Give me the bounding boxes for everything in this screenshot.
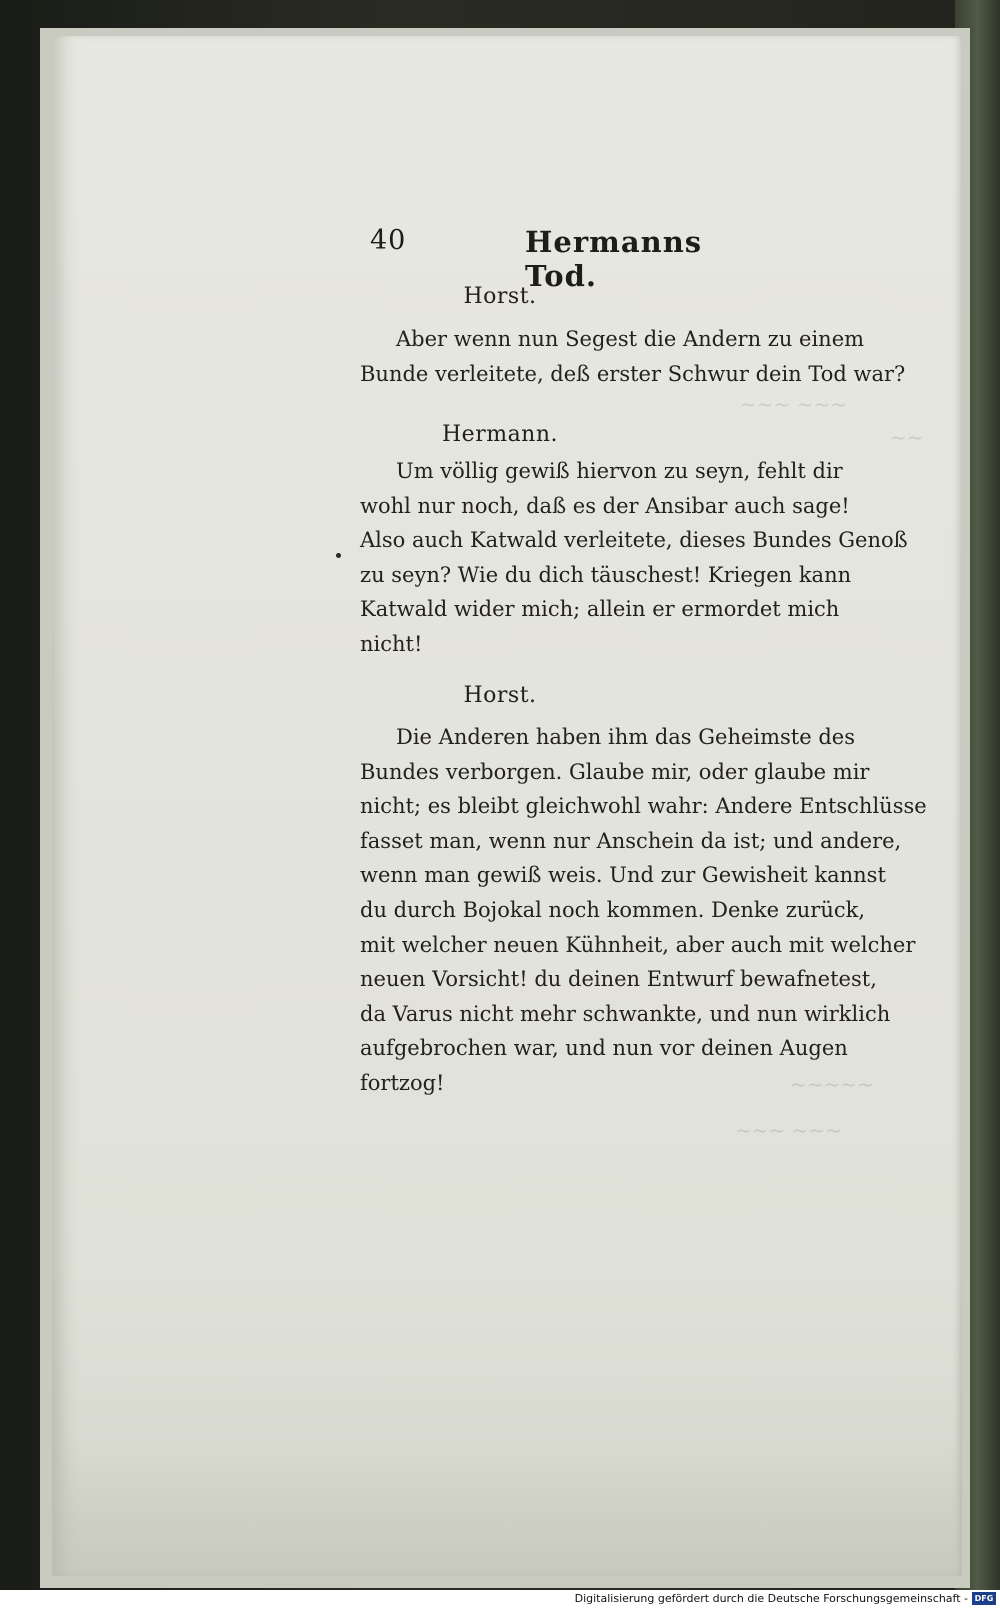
- text-line: aufgebrochen war, und nun vor deinen Augen: [360, 1036, 848, 1061]
- text-line: neuen Vorsicht! du deinen Entwurf bewafnetest,: [360, 967, 877, 992]
- dfg-logo: DFG: [972, 1592, 996, 1605]
- text-line: wenn man gewiß weis. Und zur Gewisheit kannst: [360, 863, 886, 888]
- speaker-label: Horst.: [463, 683, 537, 708]
- text-line: Also auch Katwald verleitete, dieses Bundes Genoß: [360, 528, 908, 553]
- text-line: da Varus nicht mehr schwankte, und nun wirklich: [360, 1001, 891, 1026]
- text-line: fortzog!: [360, 1070, 445, 1095]
- text-line: Die Anderen haben ihm das Geheimste des: [396, 725, 855, 749]
- text-line: nicht!: [360, 631, 423, 656]
- text-line: Bunde verleitete, deß erster Schwur dein Tod war?: [360, 361, 906, 386]
- digitization-credit: Digitalisierung gefördert durch die Deutsche Forschungsgemeinschaft -: [574, 1592, 968, 1605]
- text-line: Um völlig gewiß hiervon zu seyn, fehlt dir: [396, 459, 843, 483]
- page-fold-shading: [52, 1440, 962, 1576]
- show-through-mark: ~~~ ~~~: [735, 1118, 842, 1142]
- running-header: [370, 225, 770, 293]
- speech-paragraph: [360, 454, 910, 662]
- text-line: zu seyn? Wie du dich täuschest! Kriegen kann: [360, 562, 852, 587]
- text-line: fasset man, wenn nur Anschein da ist; und andere,: [360, 828, 902, 853]
- margin-ink-dot: [336, 553, 341, 558]
- text-line: mit welcher neuen Kühnheit, aber auch mit welcher: [360, 932, 916, 957]
- text-line: du durch Bojokal noch kommen. Denke zurück,: [360, 897, 866, 922]
- text-line: nicht; es bleibt gleichwohl wahr: Andere Entschlüsse: [360, 794, 927, 819]
- show-through-mark: ~~: [890, 425, 924, 449]
- speech-paragraph: [360, 720, 927, 1101]
- text-line: wohl nur noch, daß es der Ansibar auch sage!: [360, 493, 850, 518]
- speaker-label: Hermann.: [441, 422, 559, 447]
- page-number: 40: [370, 225, 407, 256]
- text-line: Aber wenn nun Segest die Andern zu einem: [396, 327, 865, 351]
- text-line: Bundes verborgen. Glaube mir, oder glaube mir: [360, 759, 870, 784]
- show-through-mark: ~~~ ~~~: [740, 392, 847, 416]
- running-title: Hermanns Tod.: [525, 225, 703, 293]
- speech-paragraph: [360, 322, 910, 391]
- text-line: Katwald wider mich; allein er ermordet mich: [360, 597, 840, 622]
- speaker-label: Horst.: [463, 284, 537, 309]
- show-through-mark: ~~~~~: [790, 1072, 874, 1096]
